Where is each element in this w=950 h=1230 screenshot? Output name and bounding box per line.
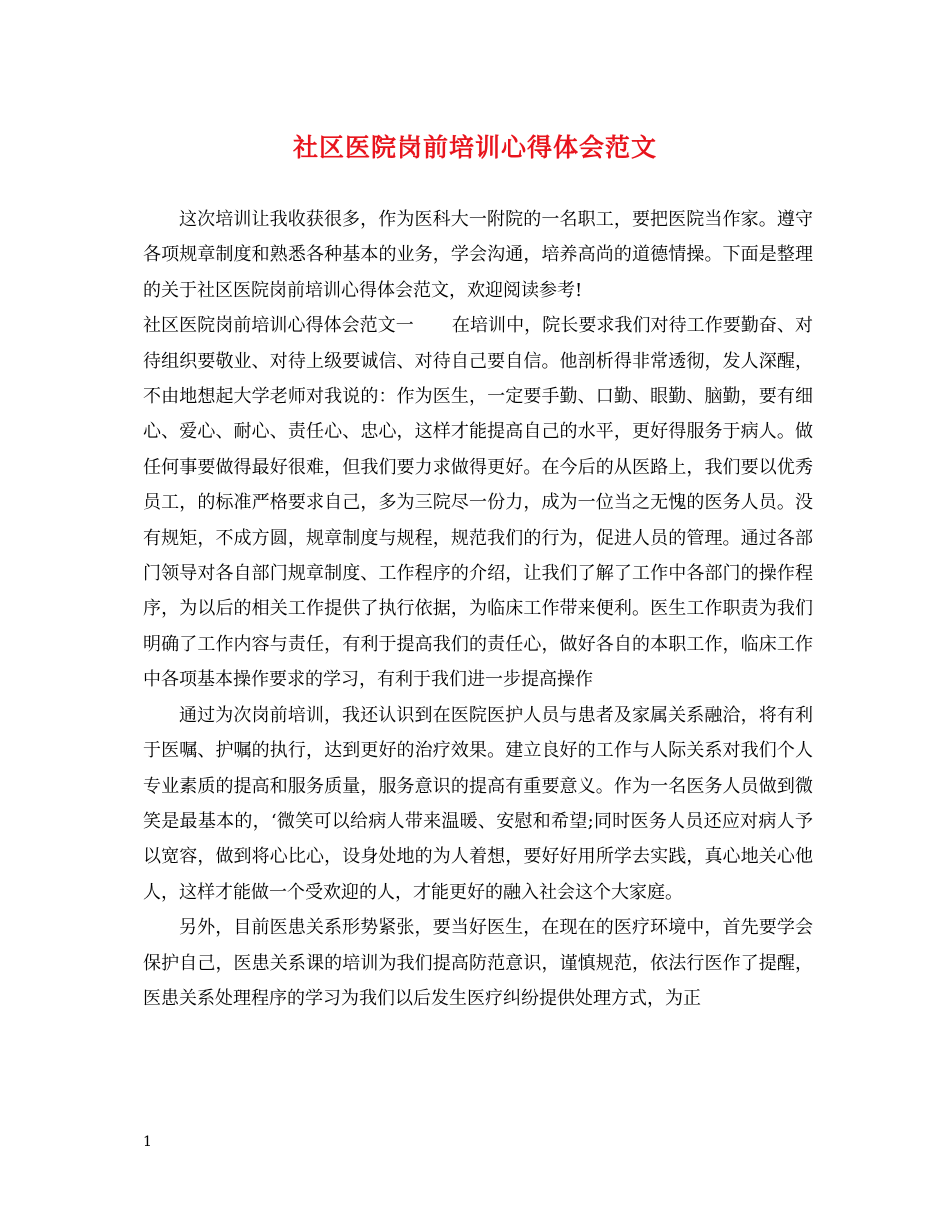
intro-paragraph: 这次培训让我收获很多，作为医科大一附院的一名职工，要把医院当作家。遵守各项规章制度和熟悉各种基本的业务，学会沟通，培养高尚的道德情操。下面是整理的关于社区医院岗前培训心得体会范文，欢迎阅读参考! [143,209,813,301]
page-number: 1 [143,1134,152,1150]
body-paragraph-2: 通过为次岗前培训，我还认识到在医院医护人员与患者及家属关系融洽，将有利于医嘱、护嘱的执行，达到更好的治疗效果。建立良好的工作与人际关系对我们个人专业素质的提高和服务质量，服务意识的提高有重要意义。作为一名医务人员做到微笑是最基本的，‘微笑可以给病人带来温暖、安慰和希望;同时医务人员还应对病人予以宽容，做到将心比心，设身处地的为人着想，要好好用所学去实践，真心地关心他人，这样才能做一个受欢迎的人，才能更好的融入社会这个大家庭。 [143,704,813,903]
section-heading: 社区医院岗前培训心得体会范文一 [143,315,414,337]
document-title: 社区医院岗前培训心得体会范文 [292,133,657,162]
section-text: 在培训中，院长要求我们对待工作要勤奋、对待组织要敬业、对待上级要诚信、对待自己要自信。他剖析得非常透彻，发人深醒，不由地想起大学老师对我说的：作为医生，一定要手勤、口勤、眼勤、脑勤，要有细心、爱心、耐心、责任心、忠心，这样才能提高自己的水平，更好得服务于病人。做任何事要做得最好很难，但我们要力求做得更好。在今后的从医路上，我们要以优秀员工，的标准严格要求自己，多为三院尽一份力，成为一位当之无愧的医务人员。没有规矩，不成方圆，规章制度与规程，规范我们的行为，促进人员的管理。通过各部门领导对各自部门规章制度、工作程序的介绍，让我们了解了工作中各部门的操作程序，为以后的相关工作提供了执行依据，为临床工作带来便利。医生工作职责为我们明确了工作内容与责任，有利于提高我们的责任心，做好各自的本职工作，临床工作中各项基本操作要求的学习，有利于我们进一步提高操作 [143,315,814,691]
section-paragraph [143,308,813,697]
document-body [143,202,813,1016]
body-paragraph-3: 另外，目前医患关系形势紧张，要当好医生，在现在的医疗环境中，首先要学会保护自己，医患关系课的培训为我们提高防范意识，谨慎规范，依法行医作了提醒，医患关系处理程序的学习为我们以后发生医疗纠纷提供处理方式，为正 [143,917,813,1009]
